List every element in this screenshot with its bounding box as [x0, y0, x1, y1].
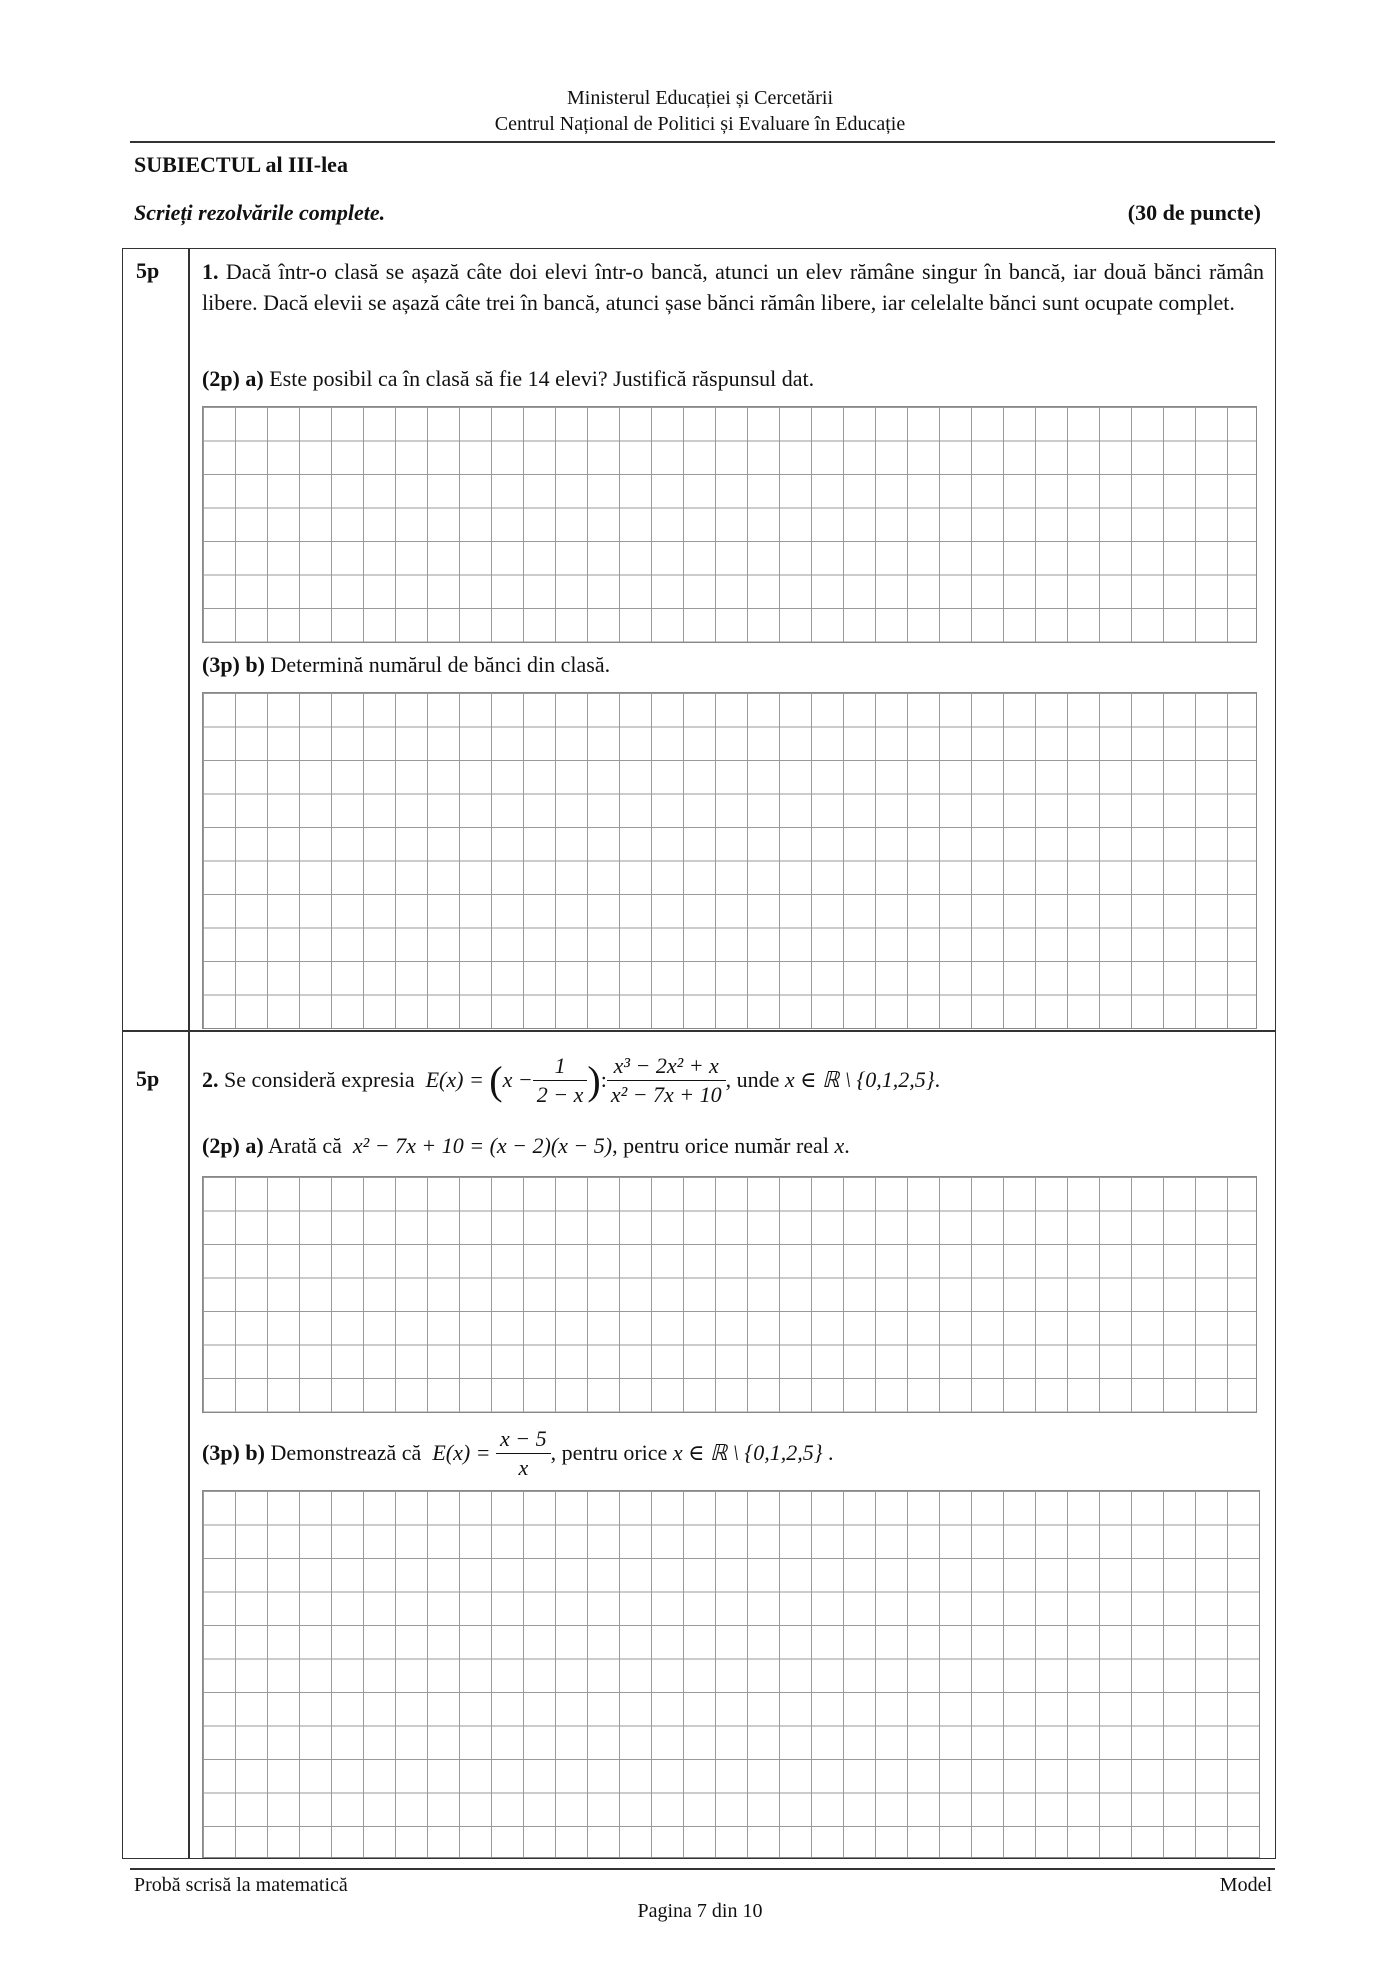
- problem-2a-prompt: [202, 1133, 850, 1159]
- footer-rule: [130, 1868, 1275, 1870]
- problem-1-statement: [202, 256, 1264, 318]
- problem-1b-text: Determină numărul de bănci din clasă.: [270, 652, 611, 677]
- domain-formula: x ∈ ℝ \ {0,1,2,5}: [784, 1067, 935, 1092]
- problem-2-number: 2.: [202, 1067, 219, 1092]
- fraction-1: [533, 1052, 588, 1109]
- problem-2b-lead: Demonstrează că: [270, 1440, 422, 1465]
- problem-2-lead: Se consideră expresia: [224, 1067, 415, 1092]
- fraction-2-denominator: x² − 7x + 10: [610, 1081, 722, 1107]
- problem-2b-dot: .: [828, 1440, 834, 1465]
- score-column-divider: [188, 248, 190, 1859]
- problem-2b-numerator: x − 5: [496, 1425, 551, 1454]
- problem-1a-answer-grid[interactable]: [202, 406, 1257, 643]
- header-center: Centrul Național de Politici și Evaluare în Educație: [494, 113, 906, 135]
- problem-2a-points: (2p): [202, 1133, 240, 1158]
- footer-left: Probă scrisă la matematică: [134, 1874, 348, 1896]
- problem-1-text: Dacă într-o clasă se așază câte doi elevi într-o bancă, atunci un elev rămâne singur în bancă, iar două bănci rămân libere. Dacă elevii se așază câte trei în bancă, atunci șase bănci rămân libere, iar celelalte bănci sunt ocupate complet.: [202, 259, 1264, 315]
- inner-x: x −: [502, 1067, 533, 1092]
- problem-2a-label: a): [245, 1133, 264, 1158]
- footer-page-number: Pagina 7 din 10: [637, 1900, 763, 1922]
- problem-2a-dot: .: [844, 1133, 850, 1158]
- division-colon: :: [600, 1067, 607, 1092]
- problem-1a-points: (2p): [202, 366, 240, 391]
- problem-2b-prompt: [202, 1418, 834, 1488]
- problem-2a-formula: x² − 7x + 10 = (x − 2)(x − 5): [352, 1133, 613, 1158]
- header-rule: [130, 141, 1275, 143]
- problem-1b-answer-grid[interactable]: [202, 692, 1257, 1029]
- expression-E-left: E(x) =: [425, 1067, 484, 1092]
- problem-2b-tail: , pentru orice: [550, 1440, 668, 1465]
- problem-1-score: 5p: [136, 258, 160, 283]
- problem-2a-var: x: [834, 1133, 845, 1158]
- problem-1b-label: b): [245, 652, 265, 677]
- problem-2b-points: (3p): [202, 1440, 240, 1465]
- problem-1-number: 1.: [202, 259, 219, 284]
- fraction-1-denominator: 2 − x: [536, 1081, 584, 1107]
- open-paren: (: [489, 1057, 503, 1103]
- fraction-1-numerator: 1: [533, 1052, 588, 1081]
- close-paren: ): [587, 1057, 601, 1103]
- subject-instruction: Scrieți rezolvările complete.: [134, 200, 386, 225]
- problem-1a-prompt: [202, 366, 814, 392]
- problem-2a-answer-grid[interactable]: [202, 1176, 1257, 1413]
- problem-2b-label: b): [245, 1440, 265, 1465]
- footer-right: Model: [1219, 1874, 1272, 1896]
- fraction-2: [607, 1052, 726, 1109]
- subject-points: (30 de puncte): [1127, 200, 1261, 225]
- problem-1b-points: (3p): [202, 652, 240, 677]
- problem-1b-prompt: [202, 652, 610, 678]
- unde-text: , unde: [725, 1067, 780, 1092]
- problem-2b-answer-grid[interactable]: [202, 1490, 1260, 1858]
- problem-2a-lead: Arată că: [268, 1133, 342, 1158]
- subject-title: SUBIECTUL al III-lea: [134, 152, 348, 177]
- problem-divider: [122, 1030, 1276, 1032]
- header-ministry: Ministerul Educației și Cercetării: [566, 87, 834, 109]
- problem-2b-denominator: x: [518, 1454, 529, 1480]
- problem-2a-tail: , pentru orice număr real: [612, 1133, 829, 1158]
- problem-1a-text: Este posibil ca în clasă să fie 14 elevi? Justifică răspunsul dat.: [269, 366, 815, 391]
- problem-1a-label: a): [245, 366, 264, 391]
- statement-dot: .: [934, 1067, 941, 1092]
- problem-2b-fraction: [496, 1425, 551, 1482]
- problem-2-score: 5p: [136, 1066, 160, 1091]
- problem-2b-domain: x ∈ ℝ \ {0,1,2,5}: [672, 1440, 823, 1465]
- problem-2-statement: [202, 1040, 940, 1120]
- fraction-2-numerator: x³ − 2x² + x: [607, 1052, 726, 1081]
- problem-2b-E: E(x) =: [432, 1440, 491, 1465]
